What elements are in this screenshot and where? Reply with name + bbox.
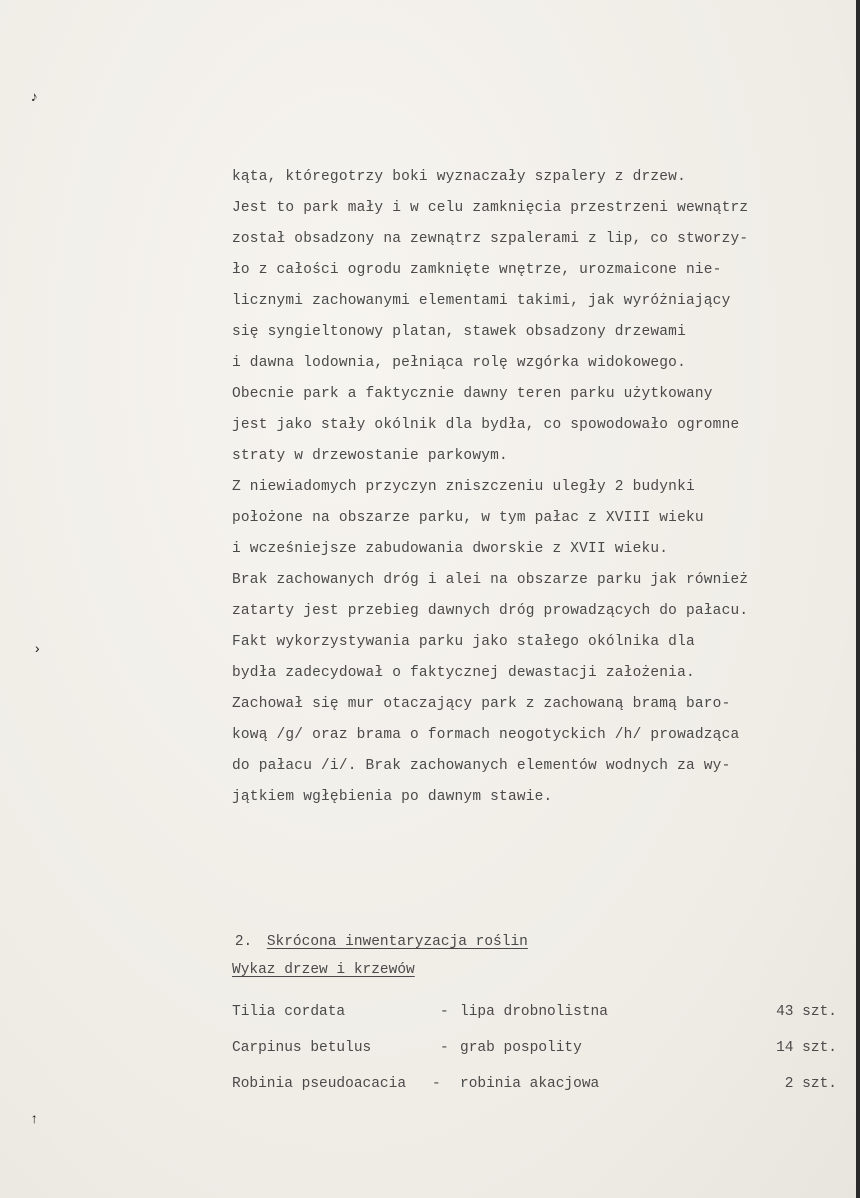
polish-name: grab pospolity bbox=[460, 1040, 582, 1056]
subheading: Wykaz drzew i krzewów bbox=[232, 962, 415, 978]
text-line: Jest to park mały i w celu zamknięcia przestrzeni wewnątrz bbox=[232, 200, 749, 216]
separator-dash: - bbox=[440, 1004, 449, 1020]
text-line: Fakt wykorzystywania parku jako stałego okólnika dla bbox=[232, 634, 695, 650]
separator-dash: - bbox=[432, 1076, 441, 1092]
text-line: położone na obszarze parku, w tym pałac z XVIII wieku bbox=[232, 510, 704, 526]
section-number: 2. bbox=[234, 934, 253, 950]
body-paragraph bbox=[232, 162, 852, 813]
inventory-row bbox=[232, 1004, 837, 1040]
section-heading bbox=[200, 918, 528, 966]
latin-name: Tilia cordata bbox=[232, 1004, 346, 1020]
text-line: Zachował się mur otaczający park z zachowaną bramą baro- bbox=[232, 696, 731, 712]
text-line: Obecnie park a faktycznie dawny teren parku użytkowany bbox=[232, 386, 713, 402]
count: 43 szt. bbox=[776, 1004, 837, 1020]
text-line: się syngieltonowy platan, stawek obsadzony drzewami bbox=[232, 324, 686, 340]
margin-mark: › bbox=[33, 642, 42, 658]
text-line: został obsadzony na zewnątrz szpalerami z lip, co stworzy- bbox=[232, 231, 749, 247]
section-title: Skrócona inwentaryzacja roślin bbox=[266, 934, 528, 950]
text-line: zatarty jest przebieg dawnych dróg prowadzących do pałacu. bbox=[232, 603, 749, 619]
text-line: bydła zadecydował o faktycznej dewastacji założenia. bbox=[232, 665, 695, 681]
text-line: ło z całości ogrodu zamknięte wnętrze, urozmaicone nie- bbox=[232, 262, 722, 278]
text-line: i dawna lodownia, pełniąca rolę wzgórka widokowego. bbox=[232, 355, 686, 371]
polish-name: robinia akacjowa bbox=[460, 1076, 600, 1092]
text-line: jest jako stały okólnik dla bydła, co spowodowało ogromne bbox=[232, 417, 740, 433]
inventory-row bbox=[232, 1040, 837, 1076]
text-line: kąta, któregotrzy boki wyznaczały szpalery z drzew. bbox=[232, 169, 686, 185]
text-line: i wcześniejsze zabudowania dworskie z XVII wieku. bbox=[232, 541, 669, 557]
text-line: straty w drzewostanie parkowym. bbox=[232, 448, 508, 464]
text-line: do pałacu /i/. Brak zachowanych elementów wodnych za wy- bbox=[232, 758, 731, 774]
polish-name: lipa drobnolistna bbox=[460, 1004, 608, 1020]
latin-name: Carpinus betulus bbox=[232, 1040, 372, 1056]
margin-mark: ↑ bbox=[30, 1112, 39, 1128]
text-line: licznymi zachowanymi elementami takimi, jak wyróżniający bbox=[232, 293, 731, 309]
page-edge bbox=[856, 0, 860, 1198]
text-line: Z niewiadomych przyczyn zniszczeniu uległy 2 budynki bbox=[232, 479, 695, 495]
separator-dash: - bbox=[440, 1040, 449, 1056]
text-line: jątkiem wgłębienia po dawnym stawie. bbox=[232, 789, 553, 805]
margin-mark: ♪ bbox=[30, 90, 39, 106]
count: 2 szt. bbox=[784, 1076, 837, 1092]
count: 14 szt. bbox=[776, 1040, 837, 1056]
inventory-list bbox=[232, 1004, 837, 1112]
text-line: Brak zachowanych dróg i alei na obszarze parku jak również bbox=[232, 572, 749, 588]
latin-name: Robinia pseudoacacia bbox=[232, 1076, 407, 1092]
text-line: kową /g/ oraz brama o formach neogotyckich /h/ prowadząca bbox=[232, 727, 740, 743]
inventory-row bbox=[232, 1076, 837, 1112]
